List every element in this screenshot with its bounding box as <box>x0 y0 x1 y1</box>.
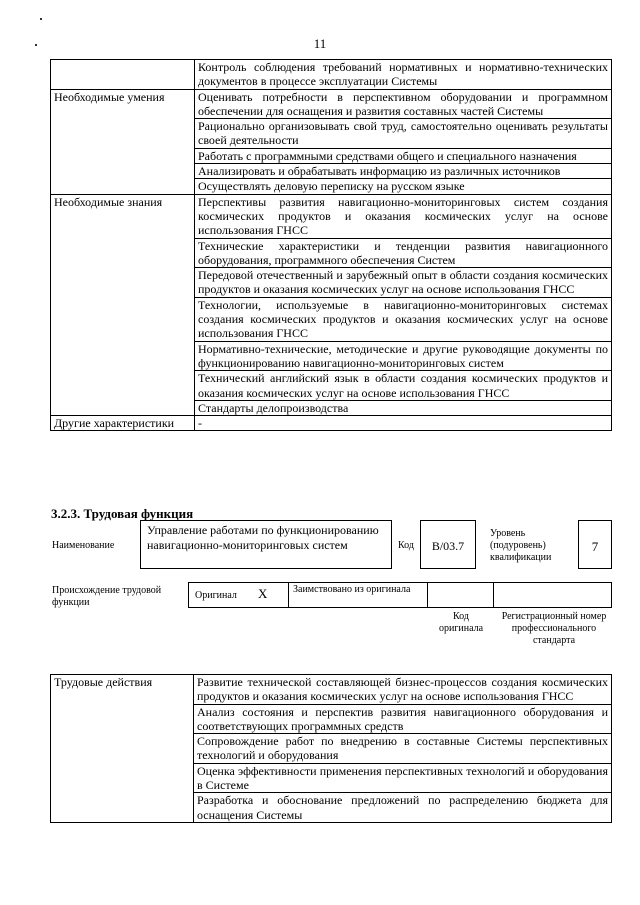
name-box <box>140 520 392 569</box>
row-item: Анализ состояния и перспектив развития навигационного оборудования и соответствующих программных средств <box>194 704 612 734</box>
borrowed-label: Заимствовано из оригинала <box>293 584 411 595</box>
table-row <box>51 675 612 705</box>
table-row <box>51 89 612 119</box>
row-item: Нормативно-технические, методические и другие руководящие документы по функционированию навигационно-мониторинговых систем <box>195 341 612 371</box>
labor-actions-table <box>50 674 612 823</box>
divider <box>427 582 428 608</box>
row-item: Осуществлять деловую переписку на русском языке <box>195 179 612 194</box>
row-item: Технологии, используемые в навигационно-мониторинговых системах создания космических продуктов и оказания космических услуг на основе использования ГНСС <box>195 297 612 341</box>
row-label <box>51 60 195 90</box>
divider <box>288 582 289 608</box>
divider <box>493 582 494 608</box>
row-item: Рационально организовывать свой труд, самостоятельно оценивать результаты своей деятельности <box>195 119 612 149</box>
table-row <box>51 60 612 90</box>
row-item: Технический английский язык в области создания космических продуктов и оказания космических услуг на основе использования ГНСС <box>195 371 612 401</box>
code-caption: Код оригинала <box>438 611 484 634</box>
skills-knowledge-table <box>50 59 612 431</box>
row-item: Стандарты делопроизводства <box>195 400 612 415</box>
level-value: 7 <box>591 539 599 554</box>
name-value: Управление работами по функционированию навигационно-мониторинговых систем <box>147 523 379 552</box>
row-item: Развитие технической составляющей бизнес-процессов создания космических продуктов и оказания космических услуг на основе использования ГНСС <box>194 675 612 705</box>
row-item: Работать с программными средствами общего и специального назначения <box>195 148 612 163</box>
code-label: Код <box>398 540 414 551</box>
row-item: Сопровождение работ по внедрению в составные Системы перспективных технологий и оборудования <box>194 734 612 764</box>
row-item: Перспективы развития навигационно-мониторинговых систем создания космических продуктов и оказания космических услуг на основе использования ГНСС <box>195 194 612 238</box>
level-box <box>578 520 612 569</box>
code-box <box>420 520 476 569</box>
row-item: Оценка эффективности применения перспективных технологий и оборудования в Системе <box>194 763 612 793</box>
name-label: Наименование <box>52 540 115 551</box>
code-value: В/03.7 <box>431 539 465 553</box>
origin-label: Происхождение трудовой функции <box>52 585 162 608</box>
level-label: Уровень (подуровень) квалификации <box>490 528 552 563</box>
row-label: Необходимые умения <box>51 89 195 194</box>
table-row <box>51 416 612 431</box>
page-number: 11 <box>313 36 327 51</box>
row-item: Передовой отечественный и зарубежный опыт в области создания космических продуктов и оказания космических услуг на основе использования ГНСС <box>195 268 612 298</box>
table-row <box>51 194 612 238</box>
row-item: Технические характеристики и тенденции развития навигационного оборудования, программного обеспечения Систем <box>195 238 612 268</box>
row-item: - <box>195 416 612 431</box>
row-item: Анализировать и обрабатывать информацию из различных источников <box>195 164 612 179</box>
original-label: Оригинал <box>195 590 237 601</box>
row-item: Оценивать потребности в перспективном оборудовании и программном обеспечении для оснащения и развития составных частей Системы <box>195 89 612 119</box>
row-label: Другие характеристики <box>51 416 195 431</box>
scan-mark <box>40 18 42 20</box>
row-item: Разработка и обоснование предложений по распределению бюджета для оснащения Системы <box>194 793 612 823</box>
section-heading: 3.2.3. Трудовая функция <box>51 506 194 521</box>
reg-caption: Регистрационный номер профессионального стандарта <box>501 611 607 646</box>
row-label: Трудовые действия <box>51 675 194 823</box>
row-label: Необходимые знания <box>51 194 195 415</box>
row-item: Контроль соблюдения требований нормативных и нормативно-технических документов в процессе эксплуатации Системы <box>195 60 612 90</box>
original-mark: X <box>258 586 268 601</box>
